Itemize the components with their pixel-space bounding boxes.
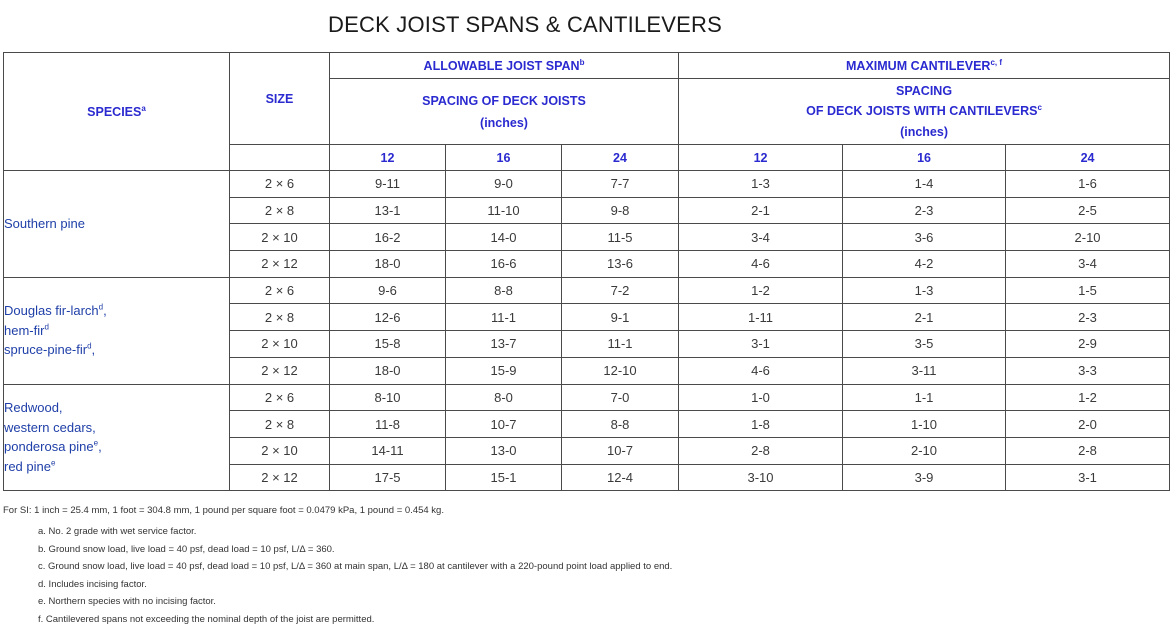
species-line: hem-fir$^d$ xyxy=(4,322,49,338)
cantilever-cell: 3-10 xyxy=(679,464,843,491)
cantilever-cell: 2-8 xyxy=(1006,437,1170,464)
cantilever-cell: 2-10 xyxy=(1006,224,1170,251)
cantilever-cell: 2-5 xyxy=(1006,197,1170,224)
table-row xyxy=(4,384,1170,411)
species-line: Redwood, xyxy=(4,400,63,416)
footnote: d. Includes incising factor. xyxy=(38,578,147,590)
species-line: ponderosa pine$^e$, xyxy=(4,439,102,455)
span-cell: 15-8 xyxy=(330,331,446,358)
size-cell: 2 × 6 xyxy=(230,384,330,411)
species-line: Southern pine xyxy=(4,216,85,232)
span-cell: 11-1 xyxy=(562,331,679,358)
span-cell: 10-7 xyxy=(446,411,562,438)
footnote: f. Cantilevered spans not exceeding the nominal depth of the joist are permitted. xyxy=(38,613,375,625)
span-cell: 13-7 xyxy=(446,331,562,358)
cantilever-cell: 3-1 xyxy=(679,331,843,358)
spacing-header-cell: 12 xyxy=(679,145,843,171)
cantilever-cell: 2-1 xyxy=(843,304,1006,331)
cantilever-cell: 1-4 xyxy=(843,171,1006,198)
table-body xyxy=(4,171,1170,491)
max-cantilever-header: MAXIMUM CANTILEVER$^{c, f}$ xyxy=(679,53,1170,79)
deck-joist-table xyxy=(3,52,1170,491)
size-cell: 2 × 6 xyxy=(230,277,330,304)
cantilever-cell: 3-11 xyxy=(843,357,1006,384)
size-cell: 2 × 8 xyxy=(230,411,330,438)
size-cell: 2 × 6 xyxy=(230,171,330,198)
span-cell: 14-11 xyxy=(330,437,446,464)
cantilever-cell: 3-4 xyxy=(679,224,843,251)
size-cell: 2 × 10 xyxy=(230,437,330,464)
cantilever-cell: 1-2 xyxy=(679,277,843,304)
spacing-header-cell: 12 xyxy=(330,145,446,171)
footnotes xyxy=(3,505,672,632)
species-cell xyxy=(4,277,230,384)
span-cell: 7-2 xyxy=(562,277,679,304)
cantilever-cell: 1-3 xyxy=(679,171,843,198)
cantilever-cell: 1-2 xyxy=(1006,384,1170,411)
size-header-blank xyxy=(230,145,330,171)
spacing-header-cell: 24 xyxy=(562,145,679,171)
span-spacing-header: SPACING OF DECK JOISTS (inches) xyxy=(330,79,679,145)
size-cell: 2 × 12 xyxy=(230,251,330,278)
span-cell: 12-4 xyxy=(562,464,679,491)
cantilever-cell: 3-3 xyxy=(1006,357,1170,384)
footnote: c. Ground snow load, live load = 40 psf, dead load = 10 psf, L/Δ = 360 at main span, L/Δ = 180 at cantilever with a 220-pound point load applied to end. xyxy=(38,561,673,573)
cantilever-cell: 2-0 xyxy=(1006,411,1170,438)
cantilever-cell: 2-3 xyxy=(843,197,1006,224)
span-cell: 16-6 xyxy=(446,251,562,278)
size-cell: 2 × 10 xyxy=(230,224,330,251)
species-line: spruce-pine-fir$^d$, xyxy=(4,342,96,358)
size-cell: 2 × 8 xyxy=(230,197,330,224)
cantilever-cell: 2-9 xyxy=(1006,331,1170,358)
cantilever-cell: 3-4 xyxy=(1006,251,1170,278)
span-cell: 13-0 xyxy=(446,437,562,464)
cantilever-cell: 1-11 xyxy=(679,304,843,331)
species-line: western cedars, xyxy=(4,419,96,435)
page-title: DECK JOIST SPANS & CANTILEVERS xyxy=(328,12,722,37)
cantilever-cell: 1-3 xyxy=(843,277,1006,304)
cantilever-cell: 1-1 xyxy=(843,384,1006,411)
span-cell: 15-9 xyxy=(446,357,562,384)
span-cell: 18-0 xyxy=(330,251,446,278)
cantilever-cell: 3-6 xyxy=(843,224,1006,251)
span-cell: 11-5 xyxy=(562,224,679,251)
size-cell: 2 × 12 xyxy=(230,464,330,491)
span-cell: 9-11 xyxy=(330,171,446,198)
species-cell xyxy=(4,171,230,278)
cantilever-cell: 2-3 xyxy=(1006,304,1170,331)
span-cell: 9-6 xyxy=(330,277,446,304)
span-cell: 12-10 xyxy=(562,357,679,384)
spacing-header-cell: 24 xyxy=(1006,145,1170,171)
cantilever-cell: 1-10 xyxy=(843,411,1006,438)
table-row xyxy=(4,171,1170,198)
si-conversion-note: For SI: 1 inch = 25.4 mm, 1 foot = 304.8 mm, 1 pound per square foot = 0.0479 kPa, 1 pound = 0.454 kg. xyxy=(3,505,444,516)
span-cell: 7-0 xyxy=(562,384,679,411)
footnote: a. No. 2 grade with wet service factor. xyxy=(38,526,197,537)
spacing-header-cell: 16 xyxy=(446,145,562,171)
size-cell: 2 × 8 xyxy=(230,304,330,331)
span-cell: 8-8 xyxy=(446,277,562,304)
cantilever-cell: 2-1 xyxy=(679,197,843,224)
footnote: e. Northern species with no incising factor. xyxy=(38,596,216,608)
species-line: Douglas fir-larch$^d$, xyxy=(4,303,107,319)
cantilever-spacing-header: SPACING OF DECK JOISTS WITH CANTILEVERS$^c$ (inches) xyxy=(679,79,1170,145)
cantilever-cell: 2-10 xyxy=(843,437,1006,464)
cantilever-cell: 4-6 xyxy=(679,357,843,384)
span-cell: 9-0 xyxy=(446,171,562,198)
span-cell: 13-6 xyxy=(562,251,679,278)
size-cell: 2 × 10 xyxy=(230,331,330,358)
span-cell: 17-5 xyxy=(330,464,446,491)
span-cell: 11-1 xyxy=(446,304,562,331)
size-cell: 2 × 12 xyxy=(230,357,330,384)
species-cell xyxy=(4,384,230,491)
span-cell: 10-7 xyxy=(562,437,679,464)
table-row xyxy=(4,277,1170,304)
span-cell: 9-1 xyxy=(562,304,679,331)
cantilever-cell: 1-0 xyxy=(679,384,843,411)
cantilever-cell: 3-9 xyxy=(843,464,1006,491)
span-cell: 8-10 xyxy=(330,384,446,411)
cantilever-cell: 4-6 xyxy=(679,251,843,278)
span-cell: 9-8 xyxy=(562,197,679,224)
cantilever-cell: 1-6 xyxy=(1006,171,1170,198)
cantilever-cell: 3-1 xyxy=(1006,464,1170,491)
span-cell: 7-7 xyxy=(562,171,679,198)
span-cell: 12-6 xyxy=(330,304,446,331)
span-cell: 14-0 xyxy=(446,224,562,251)
span-cell: 11-10 xyxy=(446,197,562,224)
span-cell: 15-1 xyxy=(446,464,562,491)
span-cell: 13-1 xyxy=(330,197,446,224)
cantilever-cell: 1-8 xyxy=(679,411,843,438)
allowable-span-header: ALLOWABLE JOIST SPAN$^b$ xyxy=(330,53,679,79)
size-header: SIZE xyxy=(230,53,330,145)
span-cell: 8-8 xyxy=(562,411,679,438)
span-cell: 11-8 xyxy=(330,411,446,438)
species-line: red pine$^e$ xyxy=(4,458,56,474)
cantilever-cell: 3-5 xyxy=(843,331,1006,358)
cantilever-cell: 4-2 xyxy=(843,251,1006,278)
span-cell: 8-0 xyxy=(446,384,562,411)
cantilever-cell: 1-5 xyxy=(1006,277,1170,304)
span-cell: 18-0 xyxy=(330,357,446,384)
footnote: b. Ground snow load, live load = 40 psf, dead load = 10 psf, L/Δ = 360. xyxy=(38,543,335,555)
species-header: SPECIES$^a$ xyxy=(4,53,230,171)
spacing-header-cell: 16 xyxy=(843,145,1006,171)
cantilever-cell: 2-8 xyxy=(679,437,843,464)
span-cell: 16-2 xyxy=(330,224,446,251)
